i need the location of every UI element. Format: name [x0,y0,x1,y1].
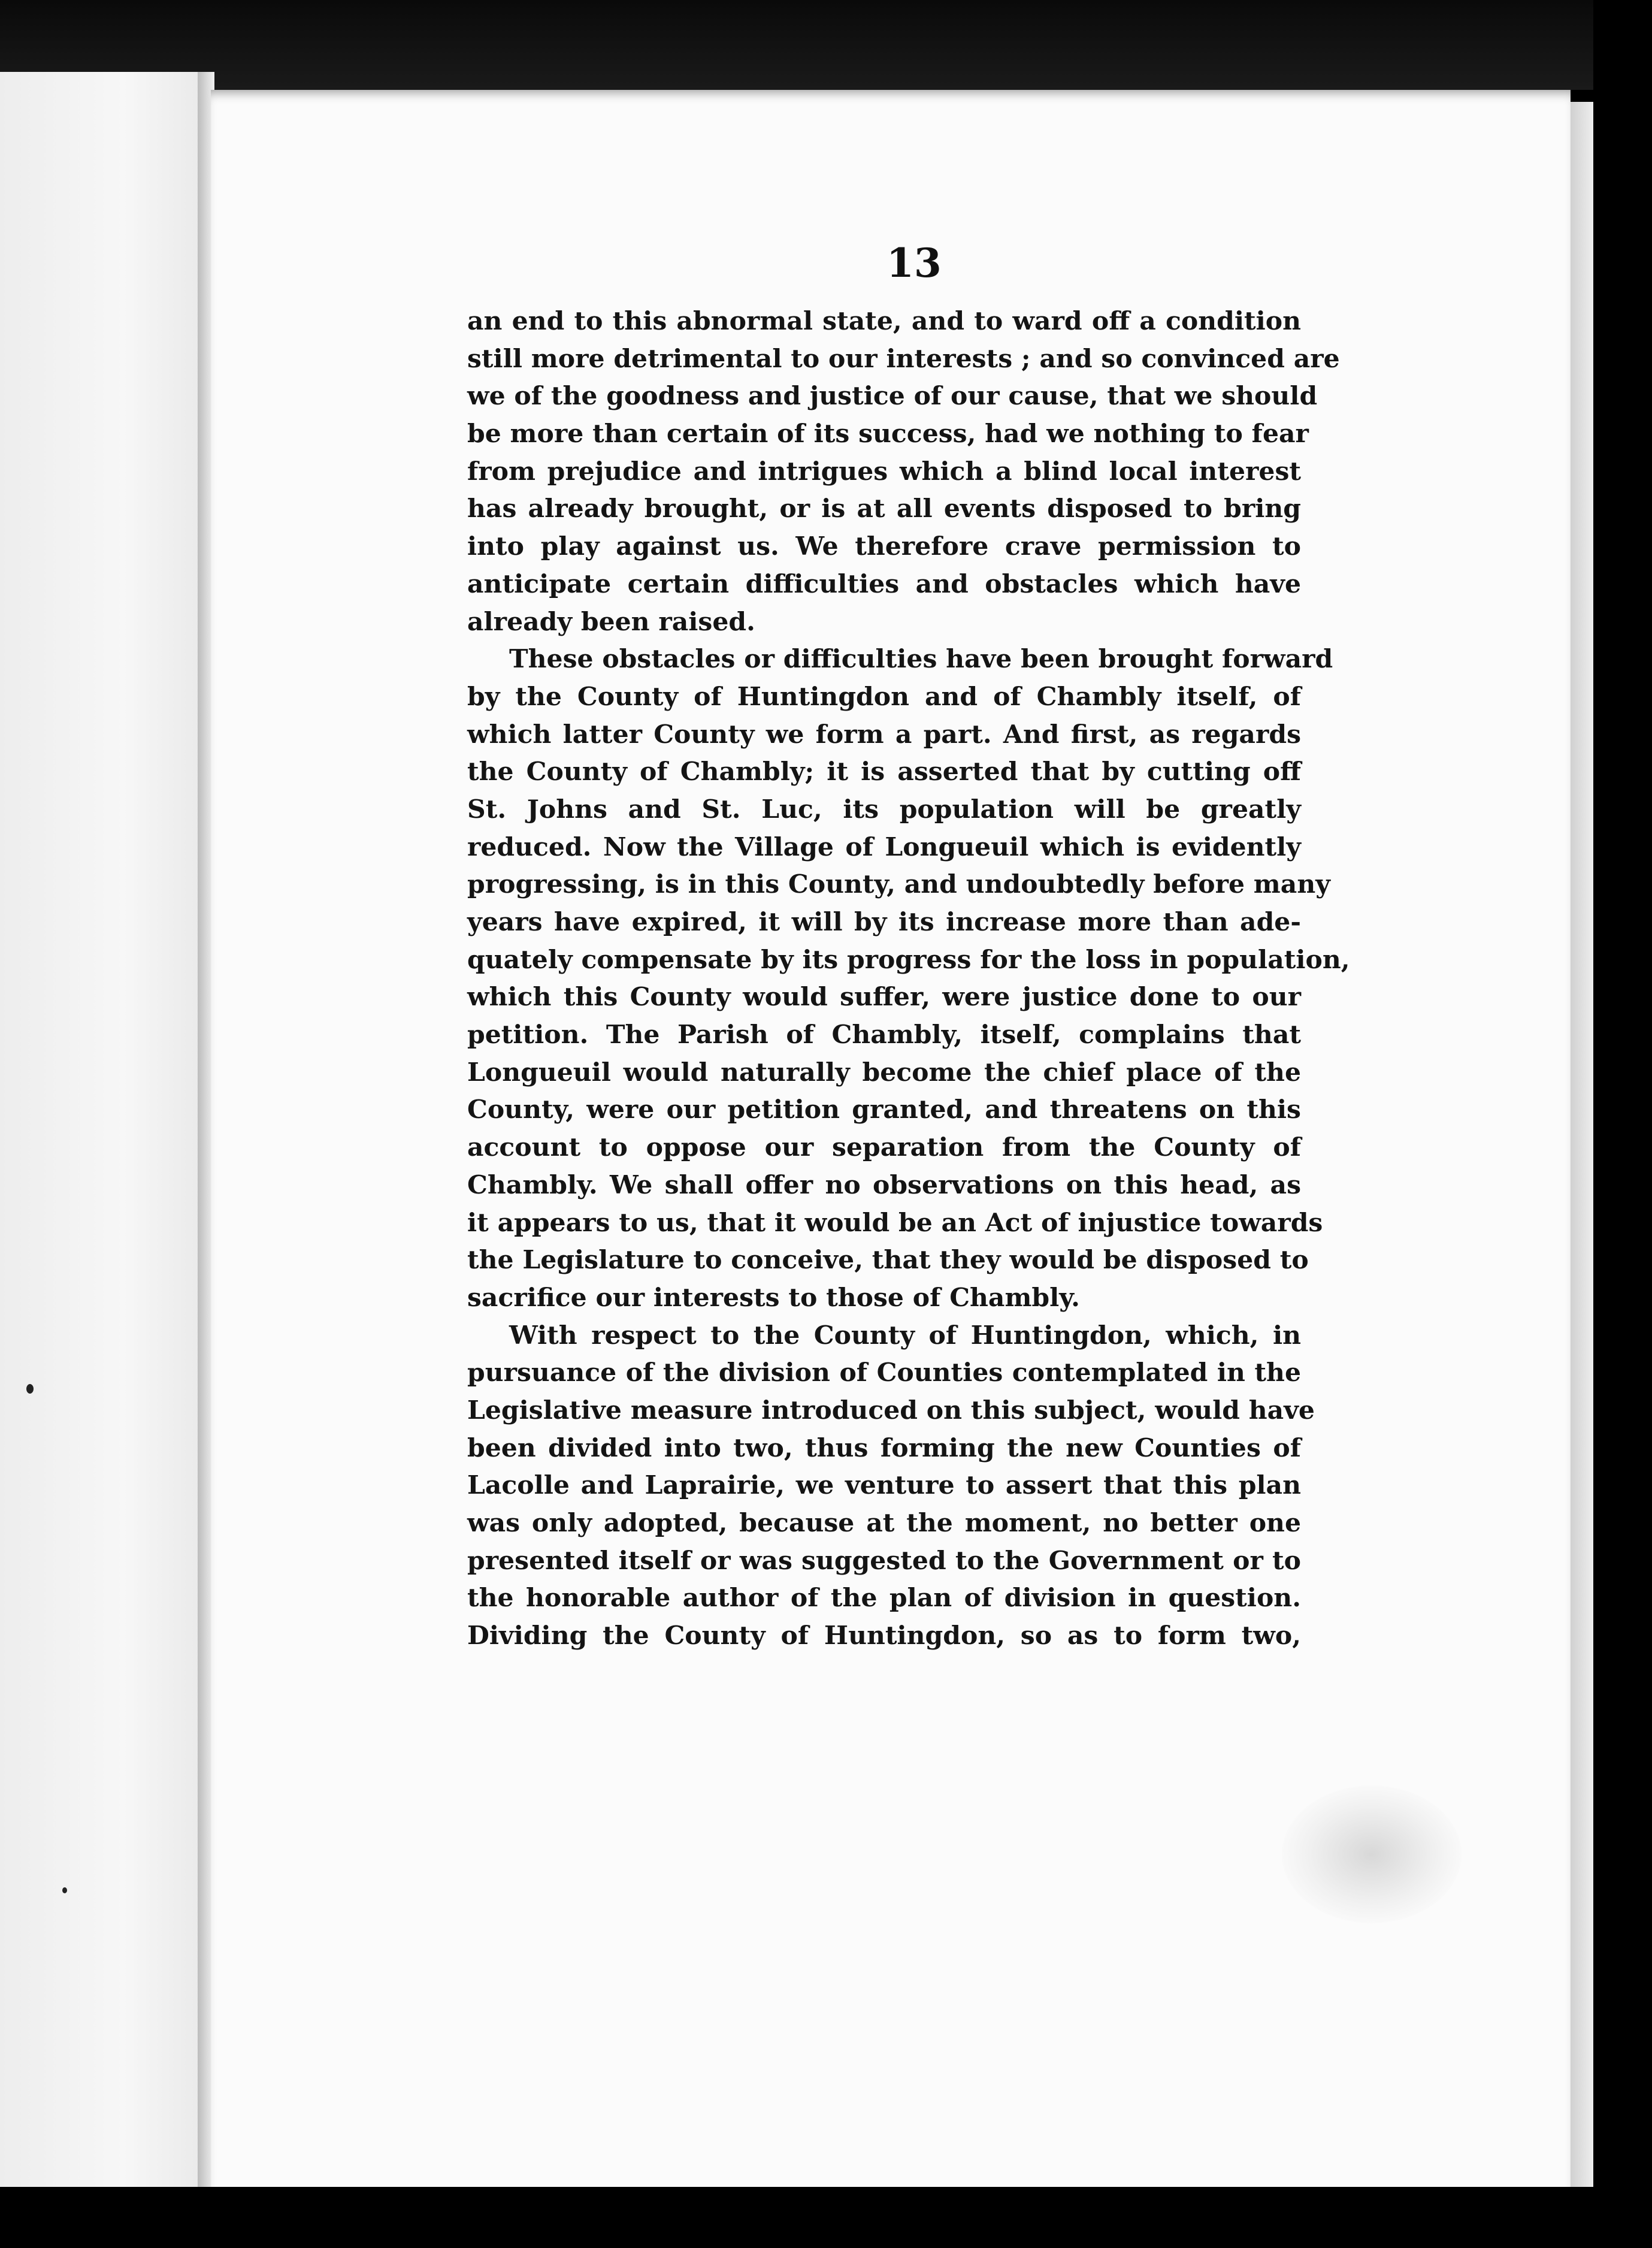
scan-right-border [1593,0,1652,2248]
paragraph [467,1317,1315,1655]
text-line: years have expired, it will by its increase more than ade- [467,907,1301,937]
paragraph [467,303,1340,640]
text-line: be more than certain of its success, had we nothing to fear [467,419,1309,449]
text-line: progressing, is in this County, and undoubtedly before many [467,869,1330,900]
text-line: petition. The Parish of Chambly, itself, complains that [467,1020,1301,1050]
text-line: pursuance of the division of Counties contemplated in the [467,1358,1301,1388]
text-line: Dividing the County of Huntingdon, so as to form two, [467,1621,1301,1651]
page-edge-right [1571,102,1593,2187]
ink-speck [62,1887,67,1893]
text-line: been divided into two, thus forming the new Counties of [467,1433,1301,1463]
text-line: account to oppose our separation from the County of [467,1132,1301,1163]
text-line: the honorable author of the plan of division in question. [467,1583,1301,1614]
text-line: Lacolle and Laprairie, we venture to assert that this plan [467,1470,1301,1501]
text-line: it appears to us, that it would be an Act of injustice towards [467,1207,1323,1238]
text-line: Legislative measure introduced on this subject, would have [467,1395,1315,1425]
text-line: which this County would suffer, were justice done to our [467,982,1301,1013]
text-line: an end to this abnormal state, and to ward off a condition [467,306,1301,336]
text-line: With respect to the County of Huntingdon, which, in [509,1320,1301,1350]
page-number: 13 [886,240,942,286]
text-line: the Legislature to conceive, that they would be disposed to [467,1245,1309,1276]
text-line: the County of Chambly; it is asserted that by cutting off [467,757,1301,787]
text-line: from prejudice and intrigues which a blind local interest [467,456,1301,487]
scan-bottom-border [0,2187,1652,2248]
text-line: sacrifice our interests to those of Chambly. [467,1282,1080,1313]
text-line: reduced. Now the Village of Longueuil which is evidently [467,832,1301,862]
text-line: Longueuil would naturally become the chief place of the [467,1057,1301,1087]
facing-page-edge [0,72,207,2187]
text-line: quately compensate by its progress for the loss in population, [467,944,1350,975]
text-line: which latter County we form a part. And first, as regards [467,719,1301,750]
page-smudge [1282,1785,1462,1923]
text-line: already been raised. [467,606,755,637]
text-line: has already brought, or is at all events disposed to bring [467,494,1301,524]
text-line: by the County of Huntingdon and of Chambly itself, of [467,681,1301,712]
scan-top-border [0,0,1652,90]
text-line: was only adopted, because at the moment, no better one [467,1508,1301,1538]
text-line: we of the goodness and justice of our cause, that we should [467,381,1318,412]
paragraph [467,640,1350,1316]
text-line: still more detrimental to our interests ; and so convinced are [467,343,1340,374]
text-line: anticipate certain difficulties and obstacles which have [467,569,1301,599]
text-line: into play against us. We therefore crave permission to [467,531,1301,562]
ink-speck [26,1384,34,1394]
text-line: Chambly. We shall offer no observations on this head, as [467,1170,1301,1200]
text-line: County, were our petition granted, and threatens on this [467,1095,1301,1125]
text-line: St. Johns and St. Luc, its population will be greatly [467,794,1301,824]
text-line: presented itself or was suggested to the Government or to [467,1545,1301,1576]
text-line: These obstacles or difficulties have been brought forward [509,644,1333,675]
body-text [467,303,1350,1655]
